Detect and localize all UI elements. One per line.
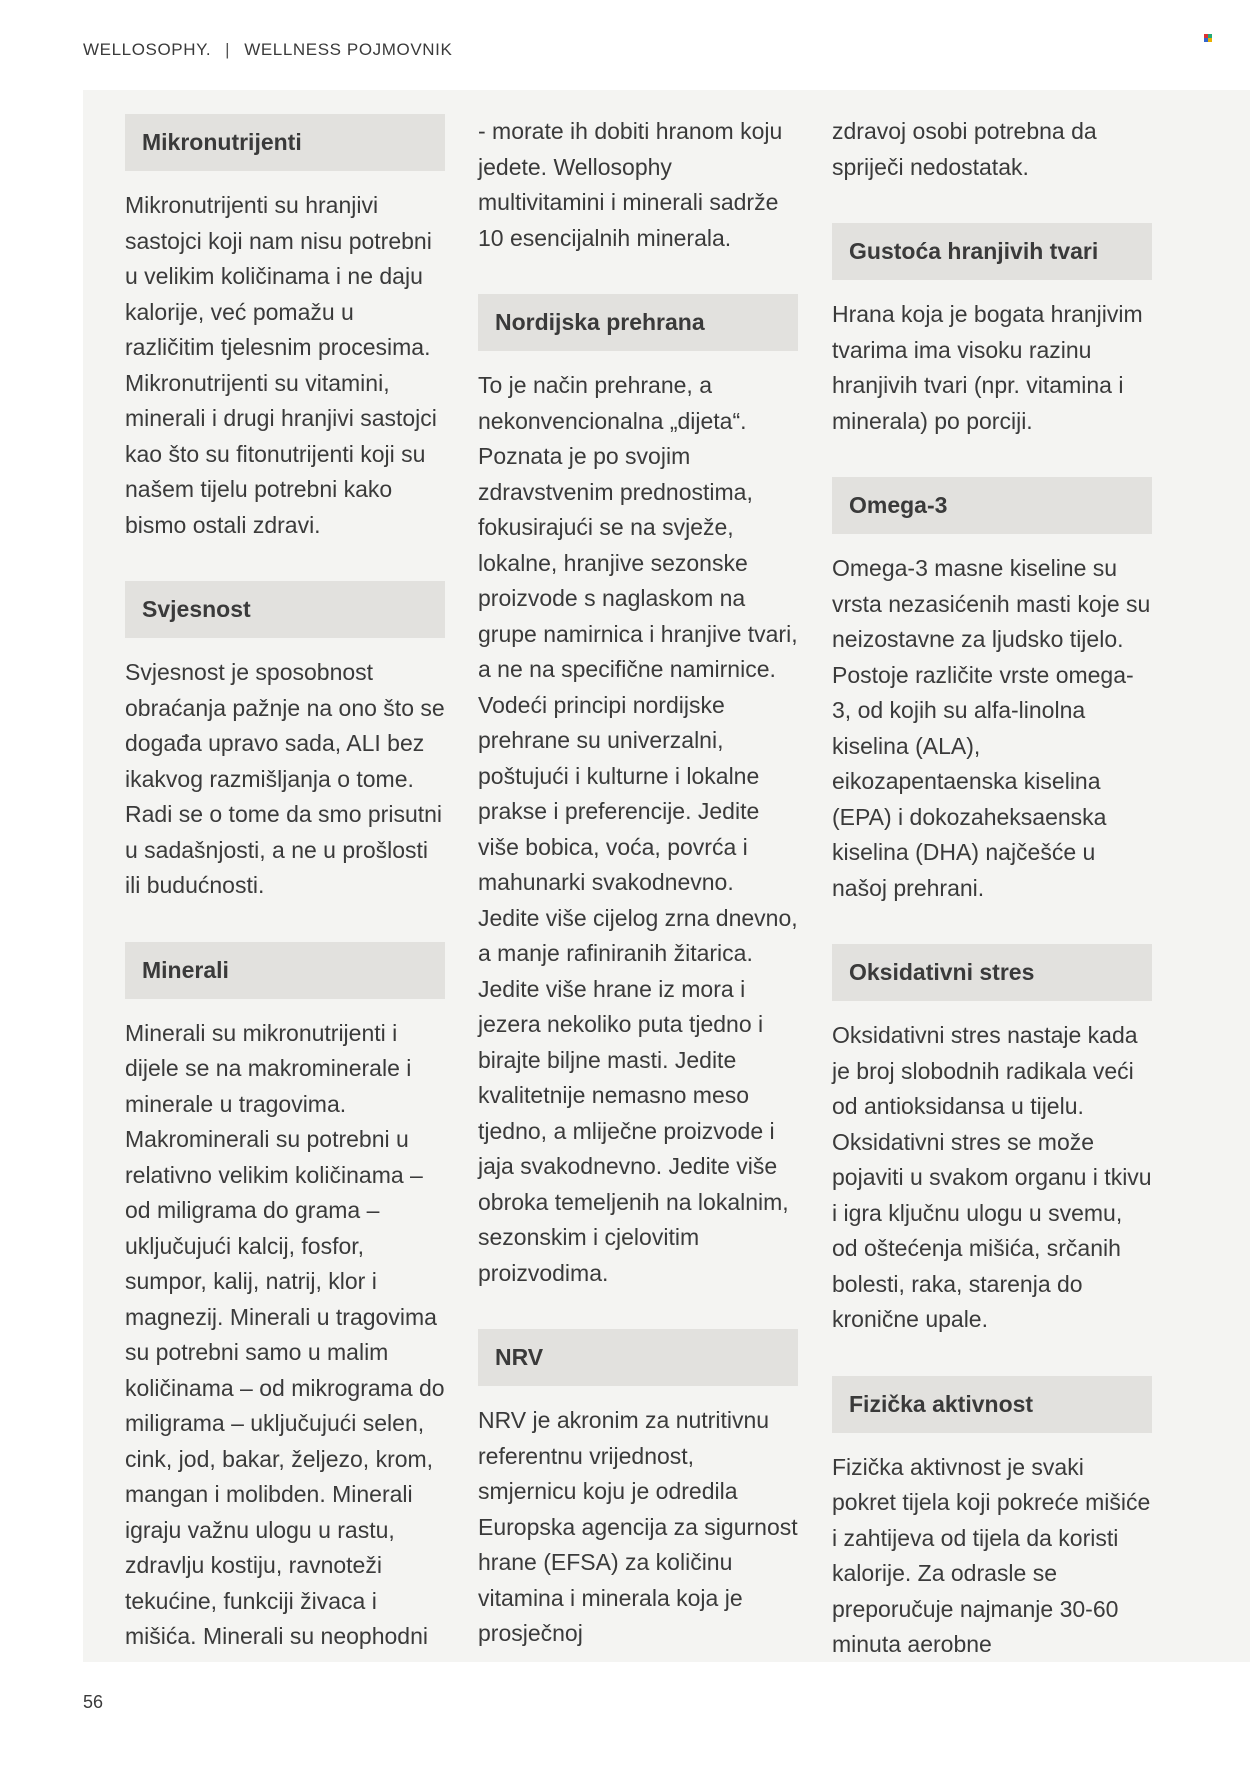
color-mark-icon	[1204, 34, 1212, 42]
term-definition: NRV je akronim za nutritivnu referentnu vrijednost, smjernicu koju je odredila Europska agencija za sigurnost hrane (EFSA) za količinu vitamina i minerala koja je prosječnoj	[478, 1407, 798, 1646]
section-title: WELLNESS POJMOVNIK	[244, 40, 453, 59]
term-definition: Fizička aktivnost je svaki pokret tijela koji pokreće mišiće i zahtijeva od tijela da koristi kalorije. Za odrasle se preporučuje najmanje 30-60 minuta aerobne	[832, 1453, 1151, 1657]
term-definition: Oksidativni stres nastaje kada je broj slobodnih radikala veći od antioksidansa u tijelu. Oksidativni stres se može pojaviti u svakom organu i tkivu i igra ključnu ulogu u svemu, od oštećenja mišića, srčanih bolesti, raka, starenja do kronične upale.	[832, 1022, 1152, 1332]
glossary-column-1	[125, 114, 445, 1655]
term-heading: Mikronutrijenti	[125, 114, 445, 171]
term-definition-continued: zdravoj osobi potrebna da spriječi nedostatak.	[832, 118, 1097, 180]
term-definition: Hrana koja je bogata hranjivim tvarima ima visoku razinu hranjivih tvari (npr. vitamina i minerala) po porciji.	[832, 301, 1143, 434]
term-heading: Omega-3	[832, 477, 1152, 534]
term-heading: Fizička aktivnost	[832, 1376, 1152, 1433]
term-definition: Svjesnost je sposobnost obraćanja pažnje na ono što se događa upravo sada, ALI bez ikakvog razmišljanja o tome. Radi se o tome da smo prisutni u sadašnjosti, a ne u prošlosti ili budućnosti.	[125, 659, 445, 898]
term-heading: Nordijska prehrana	[478, 294, 798, 351]
term-heading: Minerali	[125, 942, 445, 999]
term-heading: Oksidativni stres	[832, 944, 1152, 1001]
term-heading: Svjesnost	[125, 581, 445, 638]
term-definition: Mikronutrijenti su hranjivi sastojci koji nam nisu potrebni u velikim količinama i ne daju kalorije, već pomažu u različitim tjelesnim procesima. Mikronutrijenti su vitamini, minerali i drugi hranjivi sastojci kao što su fitonutrijenti koji su našem tijelu potrebni kako bismo ostali zdravi.	[125, 192, 437, 538]
term-definition: Minerali su mikronutrijenti i dijele se na makrominerale i minerale u tragovima. Makrominerali su potrebni u relativno velikim količinama – od miligrama do grama – uključujući kalcij, fosfor, sumpor, kalij, natrij, klor i magnezij. Minerali u tragovima su potrebni samo u malim količinama – od mikrograma do miligrama – uključujući selen, cink, jod, bakar, željezo, krom, mangan i molibden. Minerali igraju važnu ulogu u rastu, zdravlju kostiju, ravnoteži tekućine, funkciji živaca i mišića. Minerali su neophodni	[125, 1019, 445, 1649]
term-heading: Gustoća hranjivih tvari	[832, 223, 1152, 280]
term-definition-continued: - morate ih dobiti hranom koju jedete. Wellosophy multivitamini i minerali sadrže 10 esencijalnih minerala.	[478, 118, 783, 251]
term-definition: Omega-3 masne kiseline su vrsta nezasićenih masti koje su neizostavne za ljudsko tijelo. Postoje različite vrste omega-3, od kojih su alfa-linolna kiselina (ALA), eikozapentaenska kiselina (EPA) i dokozaheksaenska kiselina (DHA) najčešće u našoj prehrani.	[832, 555, 1151, 901]
header-separator: |	[225, 40, 231, 59]
glossary-column-3	[832, 114, 1152, 1663]
page-header	[83, 40, 452, 60]
glossary-column-2	[478, 114, 798, 1652]
page-number: 56	[83, 1692, 104, 1712]
brand-logo: WELLOSOPHY.	[83, 40, 212, 59]
term-heading: NRV	[478, 1329, 798, 1386]
term-definition: To je način prehrane, a nekonvencionalna „dijeta“. Poznata je po svojim zdravstvenim prednostima, fokusirajući se na svježe, lokalne, hranjive sezonske proizvode s naglaskom na grupe namirnica i hranjive tvari, a ne na specifične namirnice. Vodeći principi nordijske prehrane su univerzalni, poštujući i kulturne i lokalne prakse i preferencije. Jedite više bobica, voća, povrća i mahunarki svakodnevno. Jedite više cijelog zrna dnevno, a manje rafiniranih žitarica. Jedite više hrane iz mora i jezera nekoliko puta tjedno i birajte biljne masti. Jedite kvalitetnije nemasno meso tjedno, a mliječne proizvode i jaja svakodnevno. Jedite više obroka temeljenih na lokalnim, sezonskim i cjelovitim proizvodima.	[478, 372, 798, 1286]
